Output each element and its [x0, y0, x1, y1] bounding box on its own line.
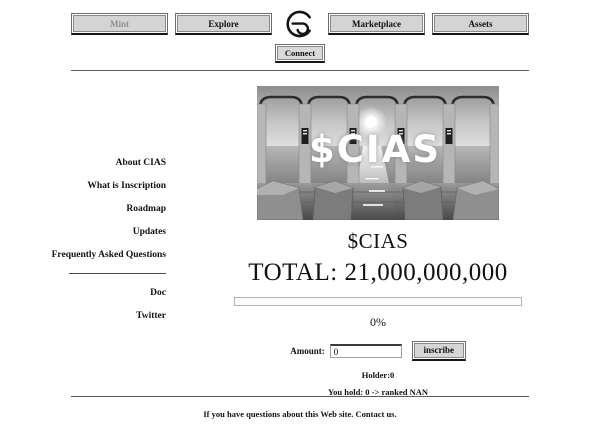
sidebar-item-doc[interactable]: Doc	[150, 288, 166, 298]
cias-logo-icon	[285, 9, 315, 39]
sidebar	[0, 71, 178, 397]
hero-image	[257, 86, 499, 220]
sidebar-item-twitter[interactable]: Twitter	[136, 311, 166, 321]
assets-button[interactable]: Assets	[434, 15, 527, 32]
token-title: $CIAS	[347, 229, 409, 253]
sidebar-divider	[69, 273, 166, 274]
top-navigation	[0, 0, 600, 39]
assets-button-frame	[432, 13, 529, 35]
sidebar-item-updates[interactable]: Updates	[132, 227, 166, 237]
mint-button-frame	[71, 13, 168, 35]
connect-row	[0, 43, 600, 63]
main-panel	[178, 71, 600, 397]
amount-label: Amount:	[290, 346, 325, 356]
user-holdings: You hold: 0 -> ranked NAN	[327, 387, 428, 397]
content	[0, 71, 600, 397]
marketplace-button[interactable]: Marketplace	[330, 15, 423, 32]
explore-button[interactable]: Explore	[177, 15, 270, 32]
hero-overlay-text: $CIAS	[309, 128, 441, 171]
mint-progress-percent: 0%	[370, 315, 386, 329]
explore-button-frame	[175, 13, 272, 35]
holders-count: Holder:0	[361, 370, 395, 380]
connect-button-frame	[275, 44, 325, 63]
header	[0, 0, 600, 71]
amount-row	[290, 341, 466, 361]
marketplace-button-frame	[328, 13, 425, 35]
footer	[0, 396, 600, 419]
sidebar-top-list	[0, 158, 166, 260]
footer-divider	[71, 396, 529, 397]
footer-text: If you have questions about this Web site. Contact us.	[203, 409, 397, 419]
sidebar-item-what-is-inscription[interactable]: What is Inscription	[87, 181, 166, 191]
sidebar-item-faq[interactable]: Frequently Asked Questions	[51, 250, 166, 260]
sidebar-item-about-cias[interactable]: About CIAS	[115, 158, 166, 168]
inscribe-button[interactable]: inscribe	[414, 343, 464, 358]
inscribe-button-frame	[412, 341, 466, 361]
amount-input[interactable]	[330, 344, 402, 358]
connect-wallet-button[interactable]: Connect	[277, 46, 323, 60]
total-supply: TOTAL: 21,000,000,000	[248, 259, 508, 286]
sidebar-bottom-list	[0, 288, 166, 321]
mint-progress-bar	[234, 297, 522, 306]
mint-button[interactable]: Mint	[73, 15, 166, 32]
sidebar-item-roadmap[interactable]: Roadmap	[126, 204, 166, 214]
